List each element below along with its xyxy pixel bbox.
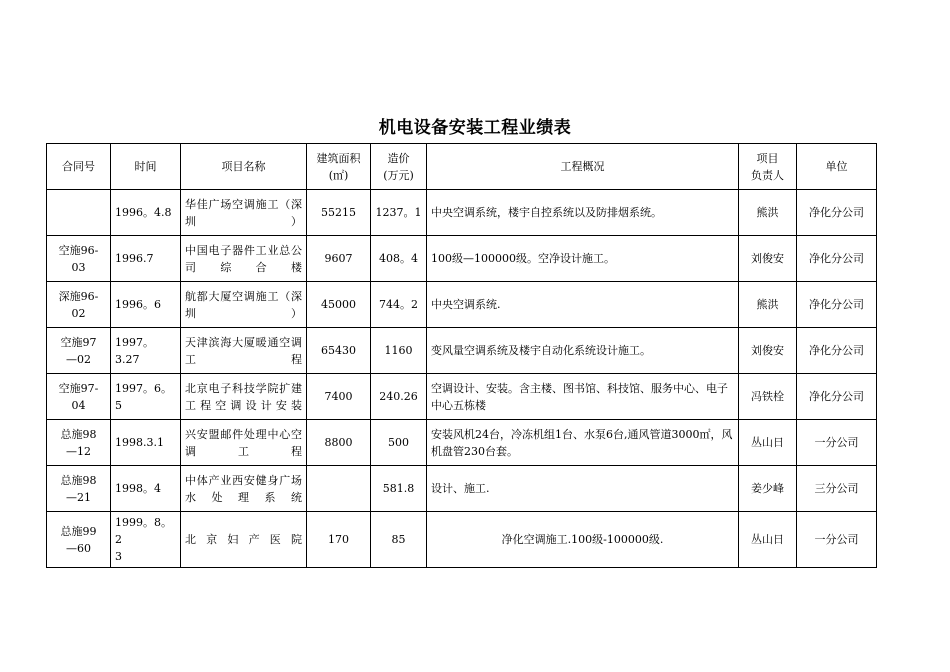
cell-project-name: 北京电子科技学院扩建工程空调设计安装 — [181, 374, 307, 420]
cell-contract-no: 空施97- 04 — [47, 374, 111, 420]
cell-unit: 净化分公司 — [797, 328, 877, 374]
header-unit: 单位 — [797, 144, 877, 190]
cell-cost: 744。2 — [371, 282, 427, 328]
cell-time: 1999。8。2 3 — [111, 512, 181, 568]
performance-table — [46, 143, 877, 568]
cell-cost: 500 — [371, 420, 427, 466]
cell-area: 170 — [307, 512, 371, 568]
cell-area: 8800 — [307, 420, 371, 466]
cell-project-name: 华佳广场空调施工（深圳） — [181, 190, 307, 236]
cell-overview: 中央空调系统，楼宇自控系统以及防排烟系统。 — [427, 190, 739, 236]
cell-contract-no: 空施97 —02 — [47, 328, 111, 374]
cell-project-name: 兴安盟邮件处理中心空调工程 — [181, 420, 307, 466]
header-cost: 造价 (万元) — [371, 144, 427, 190]
table-header-row — [47, 144, 877, 190]
cell-overview: 100级—100000级。空净设计施工。 — [427, 236, 739, 282]
page-title: 机电设备安装工程业绩表 — [378, 118, 572, 138]
header-contract-no: 合同号 — [47, 144, 111, 190]
table-body — [47, 190, 877, 568]
cell-time: 1997。3.27 — [111, 328, 181, 374]
header-manager: 项目 负责人 — [739, 144, 797, 190]
cell-unit: 净化分公司 — [797, 236, 877, 282]
header-overview: 工程概况 — [427, 144, 739, 190]
table-row — [47, 512, 877, 568]
cell-cost: 85 — [371, 512, 427, 568]
cell-time: 1996。6 — [111, 282, 181, 328]
cell-time: 1998。4 — [111, 466, 181, 512]
cell-overview: 净化空调施工.100级-100000级. — [427, 512, 739, 568]
cell-contract-no: 深施96- 02 — [47, 282, 111, 328]
cell-overview: 设计、施工. — [427, 466, 739, 512]
cell-area — [307, 466, 371, 512]
cell-cost: 1237。1 — [371, 190, 427, 236]
cell-manager: 冯铁栓 — [739, 374, 797, 420]
header-area: 建筑面积 (㎡) — [307, 144, 371, 190]
cell-time: 1996。4.8 — [111, 190, 181, 236]
cell-contract-no: 空施96- 03 — [47, 236, 111, 282]
header-project-name: 项目名称 — [181, 144, 307, 190]
table-row — [47, 328, 877, 374]
cell-cost: 1160 — [371, 328, 427, 374]
cell-time: 1997。6。5 — [111, 374, 181, 420]
table-row — [47, 282, 877, 328]
cell-area: 55215 — [307, 190, 371, 236]
cell-area: 45000 — [307, 282, 371, 328]
cell-contract-no: 总施98 —12 — [47, 420, 111, 466]
cell-unit: 一分公司 — [797, 420, 877, 466]
cell-unit: 净化分公司 — [797, 282, 877, 328]
cell-unit: 净化分公司 — [797, 374, 877, 420]
table-row — [47, 374, 877, 420]
cell-project-name: 北京妇产医院 — [181, 512, 307, 568]
cell-cost: 581.8 — [371, 466, 427, 512]
cell-project-name: 中国电子器件工业总公司综合楼 — [181, 236, 307, 282]
table-row — [47, 466, 877, 512]
cell-manager: 刘俊安 — [739, 236, 797, 282]
cell-overview: 变风量空调系统及楼宇自动化系统设计施工。 — [427, 328, 739, 374]
cell-unit: 一分公司 — [797, 512, 877, 568]
cell-unit: 净化分公司 — [797, 190, 877, 236]
cell-manager: 丛山日 — [739, 512, 797, 568]
cell-contract-no: 总施98 —21 — [47, 466, 111, 512]
cell-project-name: 航都大厦空调施工（深圳） — [181, 282, 307, 328]
cell-overview: 安装风机24台，冷冻机组1台、水泵6台,通风管道3000㎡，风机盘管230台套。 — [427, 420, 739, 466]
cell-unit: 三分公司 — [797, 466, 877, 512]
cell-time: 1998.3.1 — [111, 420, 181, 466]
cell-manager: 熊洪 — [739, 282, 797, 328]
cell-manager: 姜少峰 — [739, 466, 797, 512]
cell-overview: 中央空调系统. — [427, 282, 739, 328]
table-row — [47, 190, 877, 236]
cell-time: 1996.7 — [111, 236, 181, 282]
cell-project-name: 中体产业西安健身广场水处理系统 — [181, 466, 307, 512]
cell-cost: 240.26 — [371, 374, 427, 420]
cell-project-name: 天津滨海大厦暖通空调工程 — [181, 328, 307, 374]
cell-overview: 空调设计、安装。含主楼、图书馆、科技馆、服务中心、电子中心五栋楼 — [427, 374, 739, 420]
table-row — [47, 236, 877, 282]
cell-area: 65430 — [307, 328, 371, 374]
cell-manager: 熊洪 — [739, 190, 797, 236]
header-time: 时间 — [111, 144, 181, 190]
table-row — [47, 420, 877, 466]
cell-area: 7400 — [307, 374, 371, 420]
cell-contract-no: 总施99 —60 — [47, 512, 111, 568]
cell-contract-no — [47, 190, 111, 236]
cell-manager: 丛山日 — [739, 420, 797, 466]
cell-cost: 408。4 — [371, 236, 427, 282]
cell-manager: 刘俊安 — [739, 328, 797, 374]
cell-area: 9607 — [307, 236, 371, 282]
